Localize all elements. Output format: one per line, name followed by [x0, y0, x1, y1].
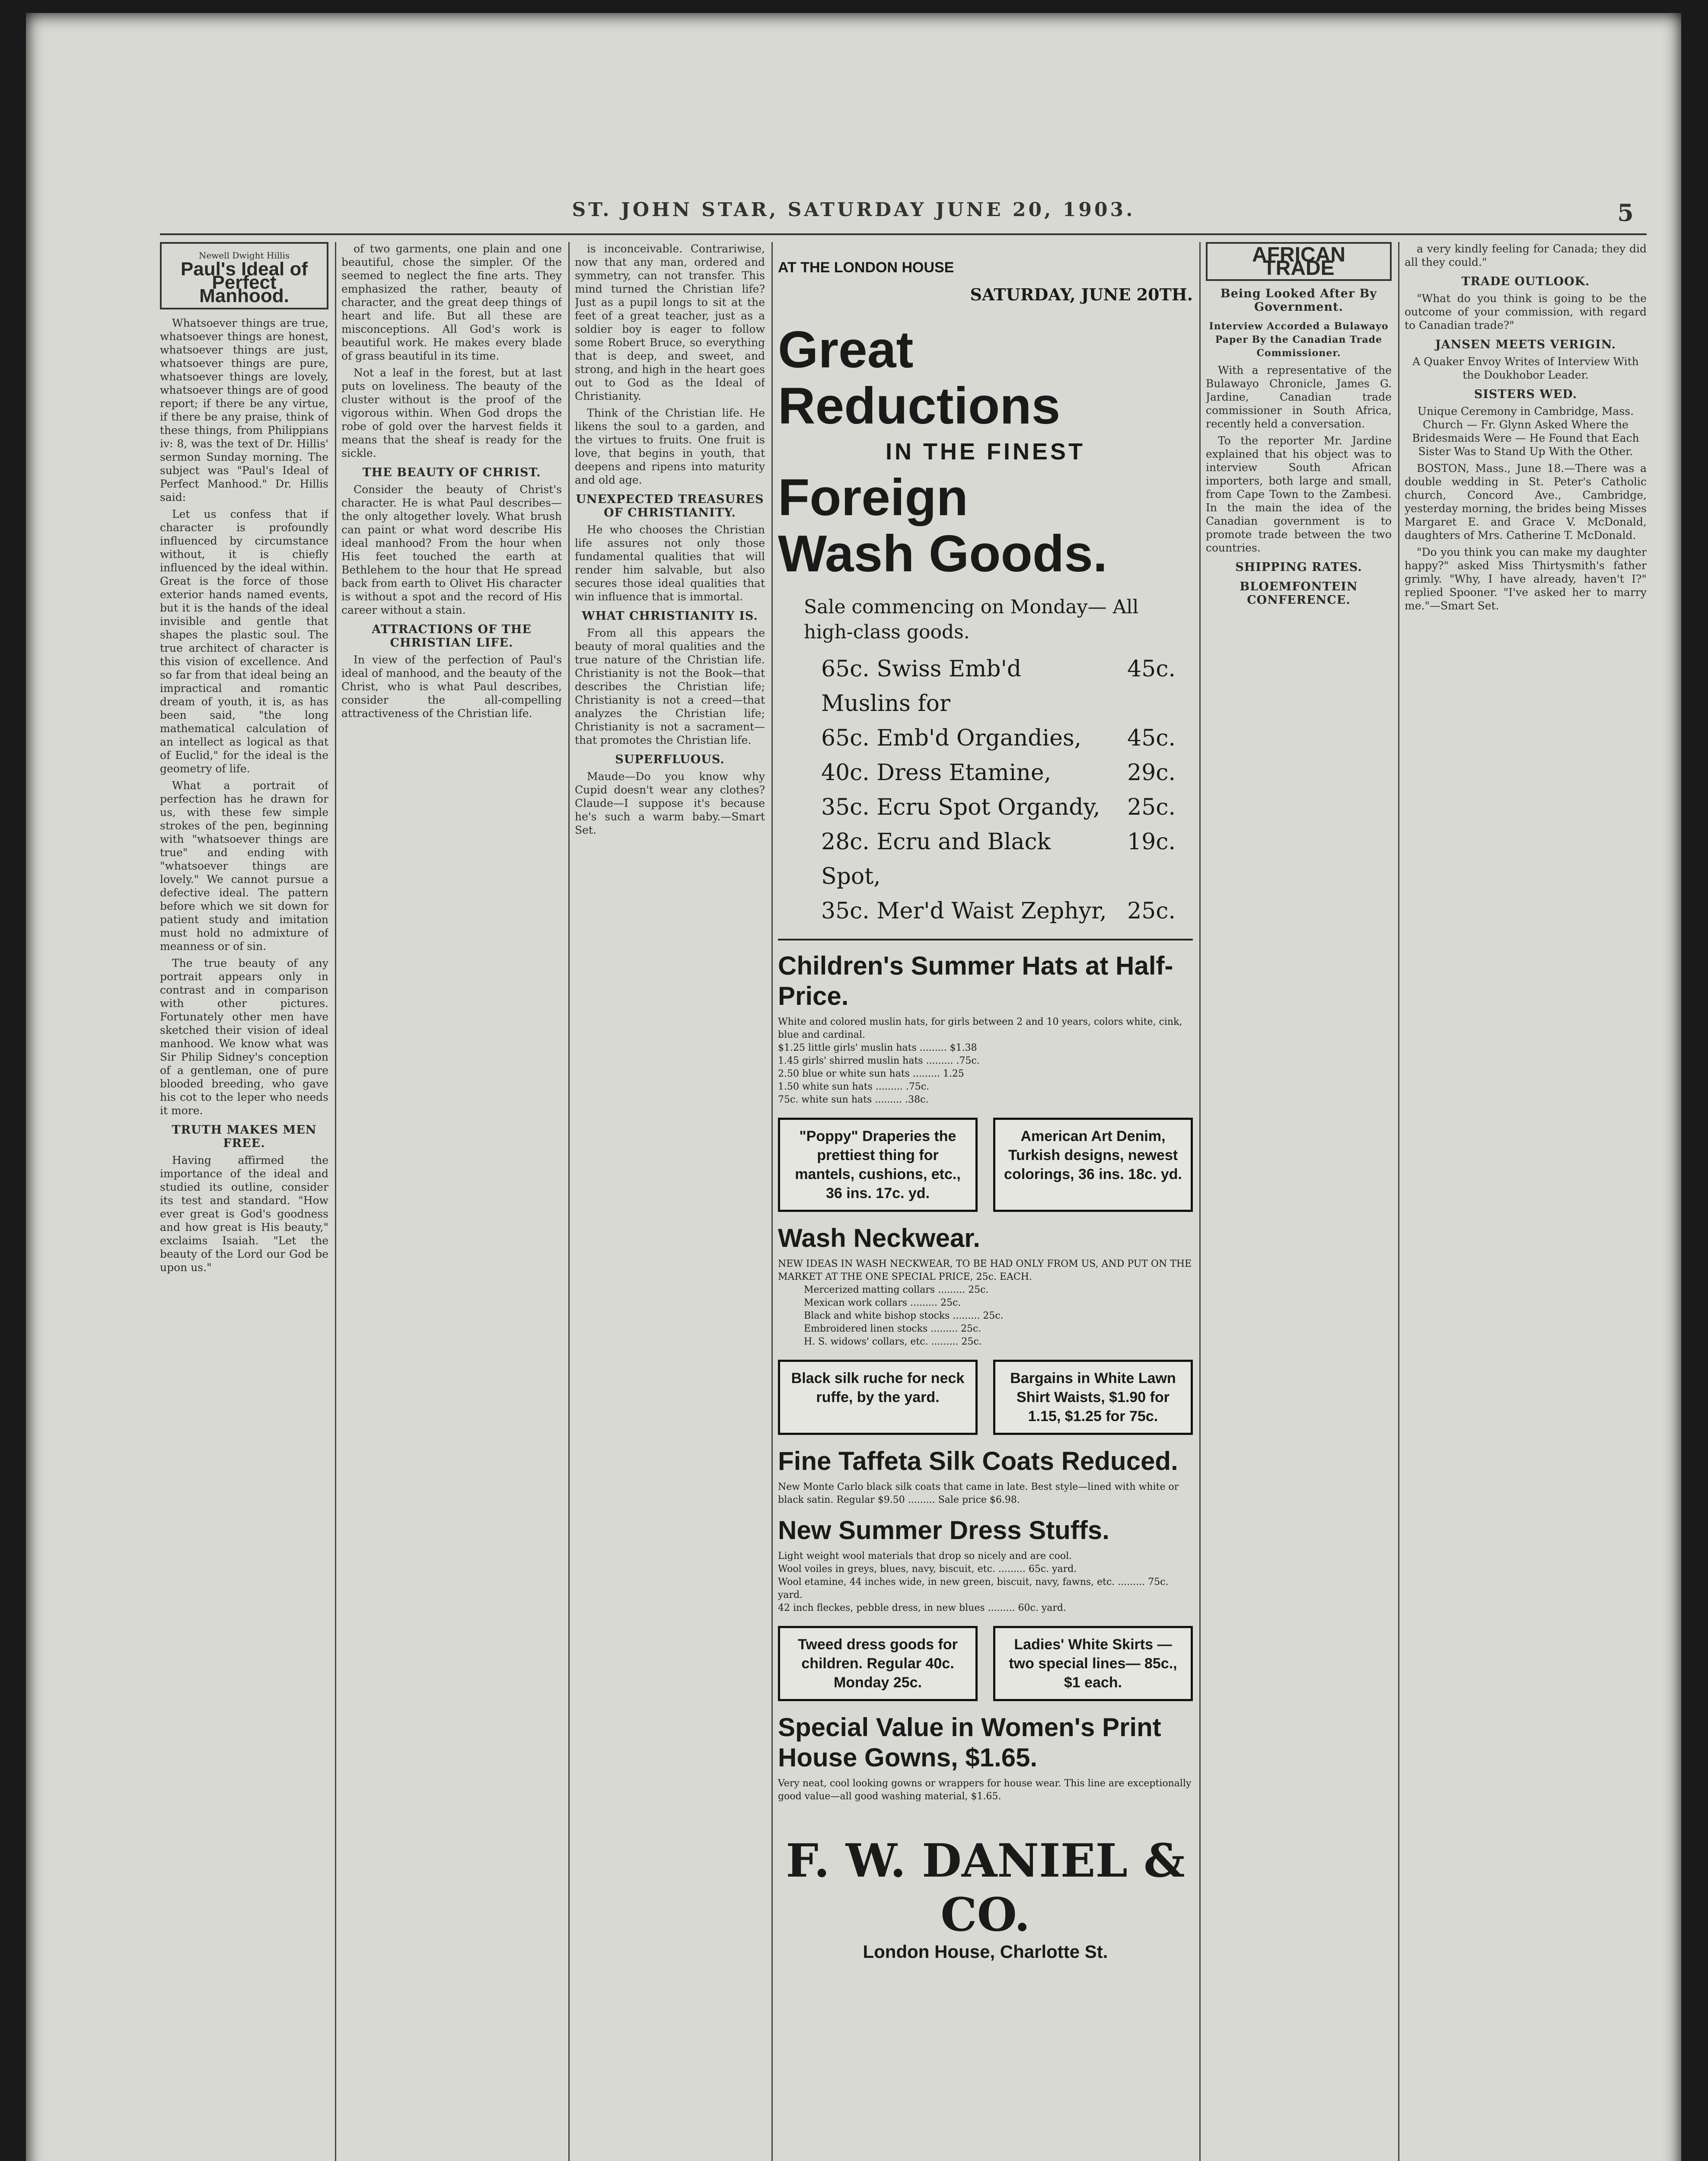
paragraph: From all this appears the beauty of moral qualities and the true nature of the Christian life. Christianity is not the Book—that describes the Christian life; Christianity is not a creed—that analyzes the Christian life; Christianity is not a sacrament—that promotes the Christian life.: [575, 627, 765, 746]
ad-headline-wash-goods: Wash Goods.: [778, 525, 1108, 583]
paragraph: is inconceivable. Contrariwise, now that any man, ordered and symmetry, can not transfer. This mind turned the Christian life? Just as a pupil longs to sit at the feet of a great teacher, just as a soldier boy is eager to follow some Robert Bruce, so everything that is deep, and sweet, and strong, and high in the heart goes out to God as the Ideal of Christianity.: [575, 242, 765, 402]
paragraph: Consider the beauty of Christ's character. He is what Paul describes—the only altogether lovely. What brush can paint or what word describe His ideal manhood? From the hour when His feet touched the earth at Bethlehem to the hour that He spread back from earth to Olivet His character is without a spot and the record of His career without a stain.: [341, 483, 562, 616]
sermon-headline-box: [160, 242, 328, 309]
neckwear-item: Mercerized matting collars ......... 25c.: [804, 1284, 989, 1295]
column-divider: [1199, 242, 1201, 2161]
summer-title: New Summer Dress Stuffs.: [778, 1516, 1109, 1545]
neckwear-item: Mexican work collars ......... 25c.: [804, 1297, 961, 1308]
hats-item: 1.50 white sun hats ......... .75c.: [778, 1081, 930, 1092]
summer-item: Wool voiles in greys, blues, navy, biscuit, etc. ......... 65c. yard.: [778, 1564, 1077, 1575]
firm-name: F. W. DANIEL & CO.: [786, 1833, 1185, 1941]
joke: "Do you think you can make my daughter happy?" asked Miss Thirtysmith's father grimly. "Why, I have already, haven't I?" replied Spooner. "I've asked her to marry me."—Smart Set.: [1405, 546, 1647, 612]
price-row: 40c. Dress Etamine, 29c.: [821, 760, 1176, 786]
ad-date: SATURDAY, JUNE 20TH.: [970, 285, 1193, 304]
price-row: 35c. Ecru Spot Organdy, 25c.: [821, 794, 1176, 820]
african-trade-head: [1206, 242, 1392, 281]
firm-address: London House, Charlotte St.: [863, 1941, 1108, 1962]
subhead: UNEXPECTED TREASURES OF CHRISTIANITY.: [576, 493, 764, 520]
subhead: SUPERFLUOUS.: [615, 753, 725, 766]
paragraph: The true beauty of any portrait appears only in contrast and in comparison with other pictures. Fortunately other men have sketched their vision of ideal manhood. We know what was Sir Philip Sidney's conception of a gentleman, one of pure blooded breeding, who gave his cot to the leper who needs it more.: [160, 957, 328, 1117]
paragraph: BOSTON, Mass., June 18.—There was a double wedding in St. Peter's Catholic church, Concord Ave., Cambridge, yesterday morning, the brides being Misses Margaret E. and Grace V. McDonald, daughters of Mrs. Catherine T. McDonald.: [1405, 462, 1647, 542]
shirt-waists-box: Bargains in White Lawn Shirt Waists, $1.90 for 1.15, $1.25 for 75c.: [993, 1360, 1193, 1435]
ad-in-finest: IN THE FINEST: [885, 439, 1085, 465]
african-trade-title: AFRICAN TRADE: [1252, 243, 1345, 280]
hats-item: $1.25 little girls' muslin hats ......... $1.38: [778, 1042, 977, 1053]
column-divider: [771, 242, 773, 2161]
column-2: [341, 242, 562, 2161]
paragraph: Not a leaf in the forest, but at last puts on loveliness. The beauty of the cluster without is the proof of the vigorous within. When God drops the robe of gold over the harvest fields it means that the sheaf is ready for the sickle.: [341, 367, 562, 459]
paragraph: "What do you think is going to be the outcome of your commission, with regard to Canadian trade?": [1405, 292, 1647, 331]
ad-sale-text: Sale commencing on Monday— All high-class goods.: [804, 596, 1139, 643]
ad-boxes-row: [778, 1118, 1193, 1212]
subhead: Interview Accorded a Bulawayo Paper By the Canadian Trade Commissioner.: [1209, 321, 1389, 359]
price-row: 65c. Swiss Emb'd Muslins for 45c.: [821, 656, 1176, 717]
summer-item: 42 inch fleckes, pebble dress, in new blues ......... 60c. yard.: [778, 1603, 1066, 1613]
ad-boxes-row: [778, 1360, 1193, 1435]
column-divider: [335, 242, 336, 2161]
ad-store-line: [778, 259, 1193, 276]
ad-headline-foreign: Foreign: [778, 469, 968, 526]
column-divider: [1398, 242, 1399, 2161]
subhead: THE BEAUTY OF CHRIST.: [362, 466, 541, 479]
subhead: WHAT CHRISTIANITY IS.: [582, 609, 758, 623]
joke: Maude—Do you know why Cupid doesn't wear any clothes? Claude—I suppose it's because he's such a warm baby.—Smart Set.: [575, 770, 765, 836]
paragraph: Think of the Christian life. He likens the soul to a garden, and the virtues to fruits. One fruit is love, that begins in youth, that deepens and ripens into maturity and old age.: [575, 407, 765, 486]
taffeta-title: Fine Taffeta Silk Coats Reduced.: [778, 1447, 1178, 1476]
summer-item: Light weight wool materials that drop so nicely and are cool.: [778, 1551, 1072, 1562]
column-3: [575, 242, 765, 2161]
neckwear-item: Black and white bishop stocks ......... 25c.: [804, 1310, 1004, 1321]
ad-headline-great: Great: [778, 321, 914, 379]
masthead: ST. JOHN STAR, SATURDAY JUNE 20, 1903.: [572, 199, 1135, 221]
gowns-desc: Very neat, cool looking gowns or wrappers for house wear. This line are exceptionally good value—all good washing material, $1.65.: [778, 1778, 1192, 1802]
column-divider: [568, 242, 570, 2161]
summer-item: Wool etamine, 44 inches wide, in new green, biscuit, navy, fawns, etc. ......... 75c. yard.: [778, 1577, 1169, 1600]
ad-headline-reductions: Reductions: [778, 377, 1061, 435]
gowns-title: Special Value in Women's Print House Gowns, $1.65.: [778, 1713, 1161, 1772]
neckwear-item: Embroidered linen stocks ......... 25c.: [804, 1323, 981, 1334]
paragraph: With a representative of the Bulawayo Chronicle, James G. Jardine, Canadian trade commissioner in South Africa, recently held a conversation.: [1206, 364, 1392, 430]
price-row: 35c. Mer'd Waist Zephyr, 25c.: [821, 898, 1176, 924]
hats-title: Children's Summer Hats at Half-Price.: [778, 951, 1173, 1010]
paragraph: Having affirmed the importance of the ideal and studied its outline, consider its test and standard. "How ever great is God's goodness and how great is His beauty," exclaims Isaiah. "Let the beauty of the Lord our God be upon us.": [160, 1154, 328, 1274]
paragraph: Whatsoever things are true, whatsoever things are honest, whatsoever things are just, whatsoever things are pure, whatsoever things are lovely, whatsoever things are of good report; if there be any virtue, if there be any praise, think of these things, from Philippians iv: 8, was the text of Dr. Hillis' sermon Sunday morning. The subject was "Paul's Ideal of Perfect Manhood." Dr. Hillis said:: [160, 317, 328, 504]
hats-item: 1.45 girls' shirred muslin hats ......... .75c.: [778, 1055, 980, 1066]
paragraph: of two garments, one plain and one beautiful, chose the simpler. Of the seemed to neglect the fine arts. They emphasized the rather, beauty of character, and the great deep things of heart and life. But all these are misconceptions. All God's work is beautiful work. He makes every blade of grass beautiful in its time.: [341, 242, 562, 362]
masthead-rule: [160, 233, 1647, 235]
tweed-box: Tweed dress goods for children. Regular 40c. Monday 25c.: [778, 1626, 978, 1701]
paragraph: To the reporter Mr. Jardine explained that his object was to interview South African importers, both large and small, from Cape Town to the Zambesi. In the main the idea of the Canadian government is to promote trade between the two countries.: [1206, 434, 1392, 554]
poppy-draperies-box: "Poppy" Draperies the prettiest thing for mantels, cushions, etc., 36 ins. 17c. yd.: [778, 1118, 978, 1212]
column-5: [1206, 242, 1392, 2161]
paragraph: A Quaker Envoy Writes of Interview With the Doukhobor Leader.: [1412, 355, 1639, 381]
ad-divider: [778, 939, 1193, 940]
white-skirts-box: Ladies' White Skirts —two special lines— 85c., $1 each.: [993, 1626, 1193, 1701]
subhead: BLOEMFONTEIN CONFERENCE.: [1240, 580, 1358, 607]
subhead: JANSEN MEETS VERIGIN.: [1435, 338, 1616, 351]
subhead: SHIPPING RATES.: [1235, 561, 1362, 574]
neckwear-item: H. S. widows' collars, etc. ......... 25c.: [804, 1336, 982, 1347]
hats-desc: White and colored muslin hats, for girls between 2 and 10 years, colors white, cink, blue and cardinal.: [778, 1017, 1182, 1040]
neckwear-title: Wash Neckwear.: [778, 1224, 981, 1253]
hats-item: 2.50 blue or white sun hats ......... 1.25: [778, 1068, 964, 1079]
column-6: [1405, 242, 1647, 2161]
subhead: SISTERS WED.: [1474, 388, 1577, 401]
sermon-title: Paul's Ideal of Perfect Manhood.: [180, 258, 308, 306]
subhead: Being Looked After By Government.: [1220, 287, 1377, 314]
price-row: 28c. Ecru and Black Spot, 19c.: [821, 829, 1176, 889]
ad-boxes-row: [778, 1626, 1193, 1701]
neckwear-desc: NEW IDEAS IN WASH NECKWEAR, TO BE HAD ONLY FROM US, AND PUT ON THE MARKET AT THE ONE SPECIAL PRICE, 25c. EACH.: [778, 1259, 1192, 1282]
subhead: TRUTH MAKES MEN FREE.: [172, 1123, 317, 1150]
silk-ruche-box: Black silk ruche for neck ruffe, by the yard.: [778, 1360, 978, 1435]
paragraph: He who chooses the Christian life assures not only those fundamental qualities that will render him salvable, but also secures those ideal qualities that win influence that is immortal.: [575, 523, 765, 603]
sermon-author: Newell Dwight Hillis: [198, 250, 290, 261]
paragraph: Unique Ceremony in Cambridge, Mass. Church — Fr. Glynn Asked Where the Bridesmaids Were — He Found that Each Sister Was to Stand Up With the Other.: [1412, 405, 1639, 458]
subhead: ATTRACTIONS OF THE CHRISTIAN LIFE.: [372, 623, 532, 650]
paragraph: What a portrait of perfection has he drawn for us, with these few simple strokes of the pen, beginning with "whatsoever things are true" and ending with "whatsoever things are lovely." We cannot pursue a defective ideal. The pattern before which we sit down for patient study and imitation must hold no admixture of meanness or of sin.: [160, 779, 328, 953]
paragraph: In view of the perfection of Paul's ideal of manhood, and the beauty of the Christ, who is what Paul describes, consider the all-compelling attractiveness of the Christian life.: [341, 653, 562, 720]
subhead: TRADE OUTLOOK.: [1461, 275, 1590, 288]
paragraph: a very kindly feeling for Canada; they did all they could.": [1405, 242, 1647, 268]
london-house-advertisement: [778, 242, 1193, 2161]
art-denim-box: American Art Denim, Turkish designs, newest colorings, 36 ins. 18c. yd.: [993, 1118, 1193, 1212]
newspaper-page: [26, 13, 1681, 2161]
hats-item: 75c. white sun hats ......... .38c.: [778, 1094, 929, 1105]
page-number: 5: [1617, 199, 1634, 226]
ad-store: AT THE LONDON HOUSE: [778, 259, 954, 276]
ad-price-list: [778, 652, 1193, 928]
column-1: [160, 242, 328, 2161]
paragraph: Let us confess that if character is profoundly influenced by circumstance without, it is chiefly influenced by the ideal within. Great is the force of those exterior hands named events, but it is the hands of the ideal invisible and gentle that shapes the plastic soul. The true architect of character is this vision of excellence. And so far from that ideal being an impractical and romantic dream of youth, it is, as has been said, "the long mathematical calculation of an intellect as logical as that of Euclid," for the ideal is the geometry of life.: [160, 508, 328, 775]
taffeta-desc: New Monte Carlo black silk coats that came in late. Best style—lined with white or black satin. Regular $9.50 ......... Sale price $6.98.: [778, 1482, 1179, 1505]
price-row: 65c. Emb'd Organdies, 45c.: [821, 725, 1176, 751]
